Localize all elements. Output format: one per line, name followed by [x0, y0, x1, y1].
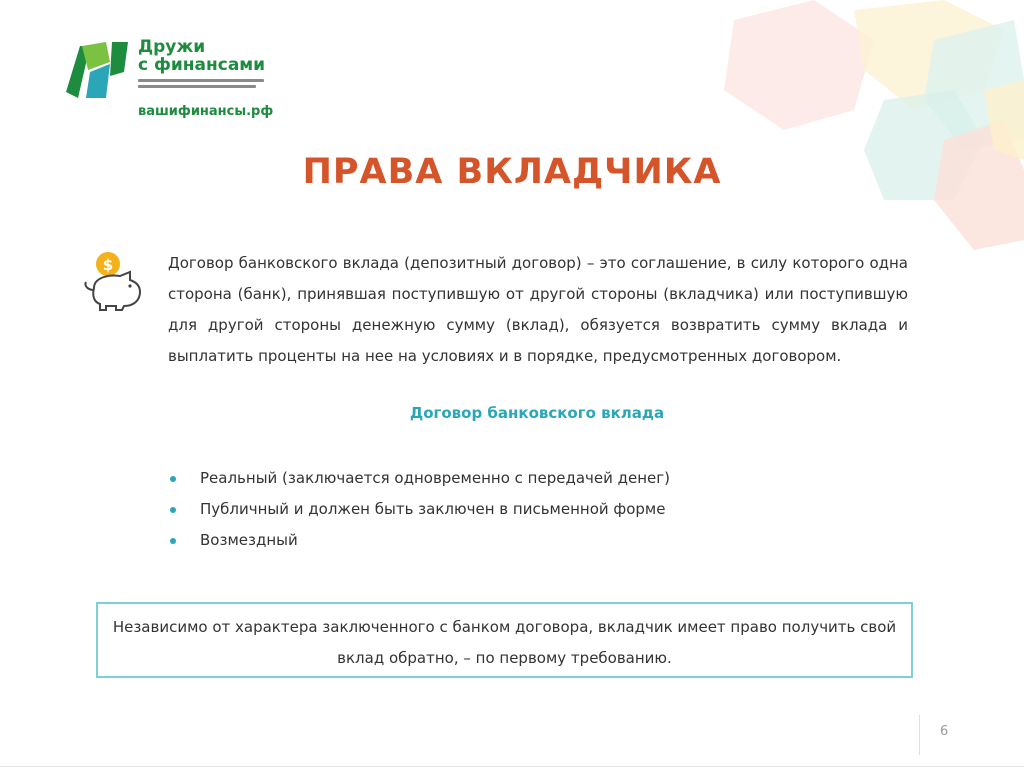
list-item [170, 525, 670, 556]
list-item [170, 494, 670, 525]
logo-site: вашифинансы.рф [138, 104, 274, 119]
logo-tagline [138, 79, 264, 91]
list-item [170, 463, 670, 494]
svg-text:$: $ [102, 256, 114, 274]
logo-name-line2: с финансами [138, 55, 266, 75]
page-number: 6 [940, 724, 949, 739]
contract-types-list [170, 463, 670, 556]
page-title: ПРАВА ВКЛАДЧИКА [302, 152, 722, 192]
decorative-hexagons [684, 0, 1024, 290]
note-text: Независимо от характера заключенного с банком договора, вкладчик имеет право получить свой вклад обратно, – по первому требованию. [112, 618, 897, 667]
note-box [96, 602, 913, 678]
bullet-icon [170, 538, 176, 544]
piggy-bank-dollar-icon [78, 250, 148, 312]
bullet-icon [170, 507, 176, 513]
logo-name-line1: Дружи [138, 37, 206, 57]
logo-name [138, 38, 265, 74]
list-item-text: Возмездный [200, 531, 298, 549]
definition-text: Договор банковского вклада (депозитный договор) – это соглашение, в силу которого одна сторона (банк), принявшая поступившую от другой стороны (вкладчика) или поступившую для другой стороны денежную сумму (вклад), обязуется возвратить сумму вклада и выплатить проценты на нее на условиях и в порядке, предусмотренных договором. [168, 254, 908, 365]
list-item-text: Реальный (заключается одновременно с передачей денег) [200, 469, 670, 487]
bullet-icon [170, 476, 176, 482]
subheading: Договор банковского вклада [409, 404, 665, 422]
page-number-divider [919, 715, 920, 755]
list-item-text: Публичный и должен быть заключен в письменной форме [200, 500, 666, 518]
logo-mark-icon [66, 42, 128, 98]
